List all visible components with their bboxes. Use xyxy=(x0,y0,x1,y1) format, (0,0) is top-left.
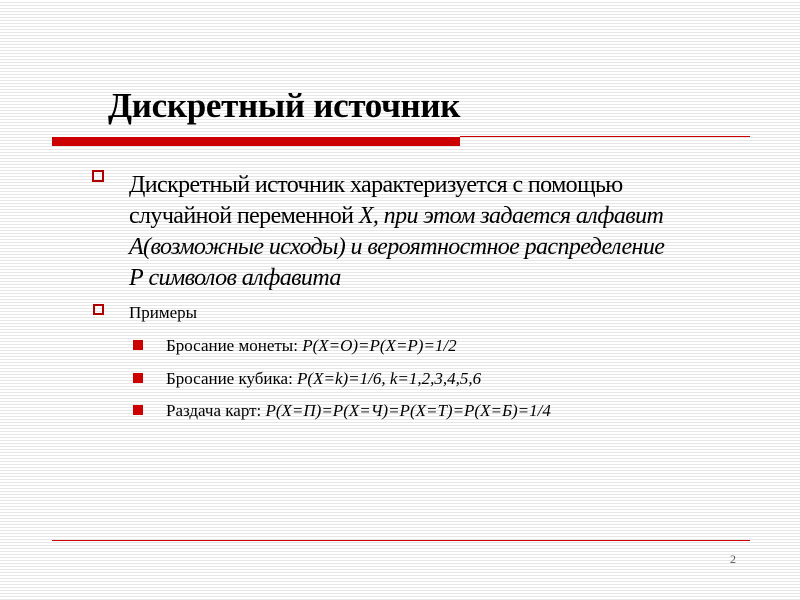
title-underline-line xyxy=(460,136,750,137)
definition-line xyxy=(129,201,664,232)
example-item xyxy=(166,369,481,389)
examples-heading: Примеры xyxy=(129,303,198,322)
definition-text: случайной переменной xyxy=(129,203,359,229)
definition-line: А(возможные исходы) и вероятностное распределение xyxy=(129,234,665,260)
hollow-square-bullet-icon xyxy=(93,304,104,315)
definition-text-italic: X, при этом задается алфавит xyxy=(358,203,664,229)
hollow-square-bullet-icon xyxy=(92,170,104,182)
example-item xyxy=(166,401,551,421)
slide-title: Дискретный источник xyxy=(108,86,461,125)
definition-paragraph xyxy=(129,170,664,294)
example-formula: P(X=k)=1/6, k=1,2,3,4,5,6 xyxy=(297,369,482,388)
definition-line: Дискретный источник характеризуется с помощью xyxy=(129,172,623,198)
square-bullet-icon xyxy=(133,405,143,415)
example-formula: P(X=П)=P(X=Ч)=P(X=Т)=P(X=Б)=1/4 xyxy=(265,401,551,420)
square-bullet-icon xyxy=(133,373,143,383)
footer-line xyxy=(52,540,750,541)
example-label: Бросание кубика: xyxy=(166,369,298,388)
example-label: Раздача карт: xyxy=(166,401,266,420)
square-bullet-icon xyxy=(133,340,143,350)
page-number: 2 xyxy=(730,552,736,566)
example-formula: P(X=O)=P(X=P)=1/2 xyxy=(302,336,457,355)
title-underline-bar xyxy=(52,137,460,146)
example-item xyxy=(166,336,457,356)
definition-line: Р символов алфавита xyxy=(129,265,341,291)
example-label: Бросание монеты: xyxy=(166,336,303,355)
